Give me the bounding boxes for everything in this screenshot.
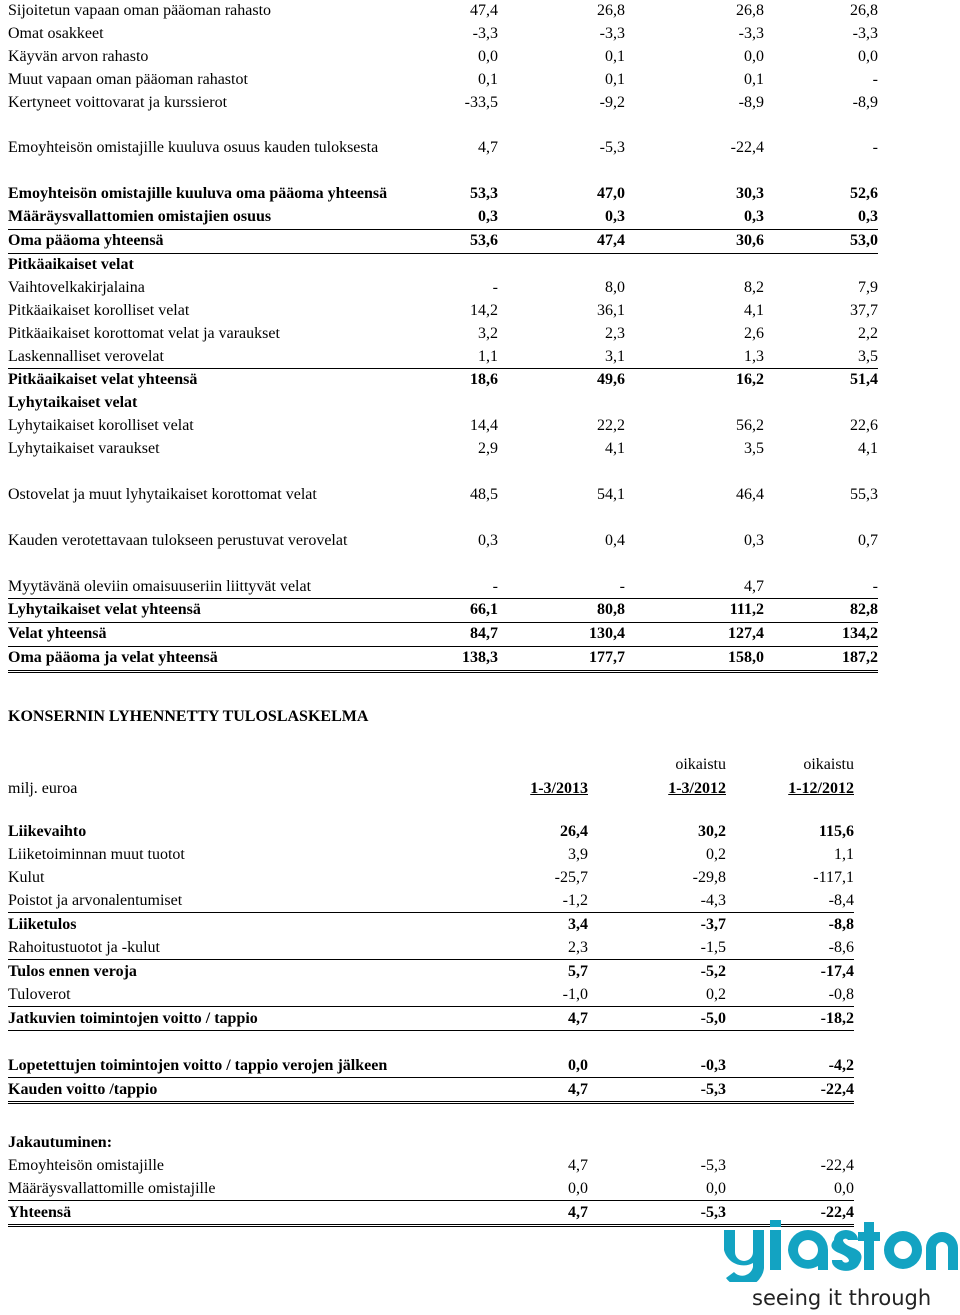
- row-label: Liiketoiminnan muut tuotot: [8, 846, 185, 863]
- row-value: -1,2: [488, 889, 588, 913]
- row-value: 26,8: [736, 2, 764, 19]
- column-note: oikaistu: [803, 755, 854, 773]
- row-value: 26,8: [597, 2, 625, 19]
- distribution-title: Jakautuminen:: [8, 1134, 113, 1151]
- income-statement-table: [8, 752, 854, 1227]
- table-row: [8, 369, 878, 392]
- row-value: 22,2: [597, 417, 625, 435]
- table-row: [8, 115, 878, 161]
- row-value: -3,3: [599, 24, 625, 42]
- row-label: Oma pääoma yhteensä: [8, 230, 446, 254]
- spacer-row: [8, 1103, 854, 1132]
- table-row: [8, 507, 878, 553]
- row-value: -1,5: [588, 936, 726, 960]
- distribution-rows: [8, 1154, 854, 1226]
- table-row: [8, 960, 854, 984]
- table-row: [8, 300, 878, 323]
- row-value: 26,4: [560, 823, 588, 840]
- row-label: Kertyneet voittovarat ja kurssierot: [8, 93, 228, 111]
- row-value: 3,2: [478, 324, 498, 342]
- row-value: -5,0: [588, 1007, 726, 1031]
- row-value: 177,7: [498, 647, 625, 672]
- table-row: [8, 92, 878, 115]
- table-row: [8, 392, 878, 415]
- row-value: -22,4: [820, 1157, 854, 1174]
- row-value: 4,7: [488, 1007, 588, 1031]
- row-value: -18,2: [726, 1007, 854, 1031]
- row-label: Emoyhteisön omistajille kuuluva osuus kauden tuloksesta: [8, 139, 379, 157]
- row-value: 26,8: [850, 2, 878, 19]
- table-row: [8, 461, 878, 507]
- row-label: Vaihtovelkakirjalaina: [8, 278, 145, 296]
- row-label: Lyhytaikaiset velat yhteensä: [8, 599, 446, 623]
- row-value: 7,9: [858, 278, 878, 296]
- row-value: -8,9: [738, 93, 764, 111]
- row-value: 84,7: [446, 623, 498, 647]
- row-value: 52,6: [850, 185, 878, 203]
- row-value: 47,0: [597, 185, 625, 203]
- row-label: Laskennalliset verovelat: [8, 346, 446, 369]
- row-value: 0,7: [858, 531, 878, 549]
- row-label: Lyhytaikaiset varaukset: [8, 440, 160, 458]
- row-value: 47,4: [498, 230, 625, 254]
- row-value: -8,9: [852, 93, 878, 111]
- column-period: 1-12/2012: [788, 779, 854, 797]
- row-label: Emoyhteisön omistajille kuuluva oma pääoma yhteensä: [8, 185, 388, 203]
- row-value: 1,3: [625, 346, 764, 369]
- row-value: 127,4: [625, 623, 764, 647]
- row-value: 54,1: [597, 485, 625, 503]
- balance-sheet-body: [8, 0, 878, 672]
- row-value: 30,3: [736, 185, 764, 203]
- row-label: Jatkuvien toimintojen voitto / tappio: [8, 1007, 488, 1031]
- row-label: Pitkäaikaiset velat: [8, 255, 134, 273]
- row-value: -: [446, 553, 498, 599]
- row-label: Tulos ennen veroja: [8, 963, 137, 980]
- row-value: 3,1: [498, 346, 625, 369]
- row-value: 51,4: [850, 371, 878, 389]
- logo-tagline: seeing it through: [752, 1286, 932, 1310]
- table-row: [8, 415, 878, 438]
- row-label: Lyhytaikaiset velat: [8, 394, 138, 412]
- row-value: 134,2: [764, 623, 878, 647]
- table-row: [8, 913, 854, 937]
- row-label: Pitkäaikaiset velat yhteensä: [8, 371, 198, 389]
- column-period: 1-3/2012: [668, 779, 726, 797]
- row-value: 3,4: [568, 916, 588, 933]
- distribution-title-row: [8, 1131, 854, 1154]
- row-value: 158,0: [625, 647, 764, 672]
- row-value: 0,0: [588, 1177, 726, 1201]
- column-note: [488, 752, 588, 776]
- row-label: Kauden verotettavaan tulokseen perustuvat verovelat: [8, 531, 348, 549]
- row-value: [764, 392, 878, 415]
- table-row: [8, 438, 878, 461]
- row-value: 36,1: [597, 301, 625, 319]
- row-value: 0,3: [744, 531, 764, 549]
- row-value: 4,7: [625, 553, 764, 599]
- row-label: Lopetettujen toimintojen voitto / tappio verojen jälkeen: [8, 1031, 488, 1078]
- table-row: [8, 553, 878, 599]
- table-row: [8, 983, 854, 1007]
- row-value: 2,3: [488, 936, 588, 960]
- row-value: -0,3: [588, 1031, 726, 1078]
- row-label: Ostovelat ja muut lyhytaikaiset korottomat velat: [8, 485, 317, 503]
- table-row: [8, 277, 878, 300]
- row-value: 46,4: [736, 485, 764, 503]
- row-value: 0,3: [625, 206, 764, 229]
- table-row: [8, 1007, 854, 1031]
- row-value: 56,2: [736, 417, 764, 435]
- income-statement-rows: [8, 820, 854, 1103]
- row-value: 55,3: [850, 485, 878, 503]
- row-value: 30,2: [698, 823, 726, 840]
- row-value: 14,4: [470, 417, 498, 435]
- table-row: [8, 346, 878, 369]
- row-value: -: [764, 553, 878, 599]
- table-row: [8, 1177, 854, 1201]
- row-value: [498, 392, 625, 415]
- table-row: [8, 889, 854, 913]
- row-value: -33,5: [464, 93, 498, 111]
- row-value: 2,6: [744, 324, 764, 342]
- table-row: [8, 599, 878, 623]
- row-value: [625, 392, 764, 415]
- column-notes-row: [8, 752, 854, 776]
- logo-wordmark-graphic: [718, 1220, 958, 1282]
- row-value: -4,3: [588, 889, 726, 913]
- row-value: 22,6: [850, 417, 878, 435]
- row-label: Muut vapaan oman pääoman rahastot: [8, 70, 248, 88]
- column-header-row: [8, 776, 854, 800]
- income-statement-body: [8, 752, 854, 820]
- row-label: Kulut: [8, 869, 45, 886]
- row-value: [625, 253, 764, 276]
- row-value: 0,3: [764, 206, 878, 229]
- row-value: -17,4: [820, 963, 854, 980]
- row-value: 0,4: [605, 531, 625, 549]
- row-value: -3,3: [738, 24, 764, 42]
- row-value: [446, 392, 498, 415]
- row-value: [446, 253, 498, 276]
- row-value: 53,3: [470, 185, 498, 203]
- row-label: Lyhytaikaiset korolliset velat: [8, 417, 194, 435]
- row-value: 2,9: [478, 440, 498, 458]
- row-value: 0,0: [488, 1177, 588, 1201]
- table-row: [8, 323, 878, 346]
- row-value: 0,0: [488, 1031, 588, 1078]
- row-label: Kauden voitto /tappio: [8, 1078, 488, 1103]
- row-value: 0,0: [858, 47, 878, 65]
- row-label: Pitkäaikaiset korottomat velat ja varaukset: [8, 324, 280, 342]
- table-row: [8, 23, 878, 46]
- row-value: 48,5: [470, 485, 498, 503]
- row-value: 3,9: [568, 846, 588, 863]
- row-value: 0,1: [605, 70, 625, 88]
- row-value: 3,5: [744, 440, 764, 458]
- row-value: 37,7: [850, 301, 878, 319]
- row-label: Poistot ja arvonalentumiset: [8, 889, 488, 913]
- row-value: 138,3: [446, 647, 498, 672]
- row-value: 0,1: [478, 70, 498, 88]
- row-value: -9,2: [599, 93, 625, 111]
- row-value: -22,4: [726, 1078, 854, 1103]
- row-label: Liikevaihto: [8, 823, 87, 840]
- unit-label: milj. euroa: [8, 779, 78, 797]
- row-value: 187,2: [764, 647, 878, 672]
- row-value: 111,2: [625, 599, 764, 623]
- row-value: 0,3: [478, 531, 498, 549]
- table-row: [8, 1031, 854, 1078]
- row-value: -3,7: [700, 916, 726, 933]
- row-value: 0,0: [478, 47, 498, 65]
- row-value: 16,2: [736, 371, 764, 389]
- column-period: 1-3/2013: [530, 779, 588, 797]
- row-label: Emoyhteisön omistajille: [8, 1157, 164, 1174]
- row-value: -3,3: [852, 24, 878, 42]
- row-value: -1,0: [488, 983, 588, 1007]
- row-value: -5,2: [700, 963, 726, 980]
- row-value: 14,2: [470, 301, 498, 319]
- row-value: 2,2: [858, 324, 878, 342]
- row-value: -22,4: [726, 1201, 854, 1226]
- row-value: [498, 253, 625, 276]
- row-value: 0,1: [744, 70, 764, 88]
- row-label: Määräysvallattomien omistajien osuus: [8, 206, 446, 229]
- table-row: [8, 843, 854, 866]
- row-value: 8,2: [744, 278, 764, 296]
- table-row: [8, 936, 854, 960]
- row-value: 2,3: [605, 324, 625, 342]
- balance-sheet-table: [8, 0, 878, 673]
- row-value: 53,0: [764, 230, 878, 254]
- table-row: [8, 253, 878, 276]
- company-logo: [718, 1220, 958, 1312]
- row-label: Sijoitetun vapaan oman pääoman rahasto: [8, 2, 272, 19]
- row-value: 0,0: [744, 47, 764, 65]
- row-value: 66,1: [446, 599, 498, 623]
- row-value: 82,8: [764, 599, 878, 623]
- distribution-section: [8, 1103, 854, 1155]
- row-label: Käyvän arvon rahasto: [8, 47, 149, 65]
- row-value: -: [872, 70, 878, 88]
- row-value: 1,1: [446, 346, 498, 369]
- table-row: [8, 1154, 854, 1177]
- row-value: 8,0: [605, 278, 625, 296]
- row-value: -0,8: [726, 983, 854, 1007]
- table-row: [8, 0, 878, 23]
- row-value: 4,7: [568, 1157, 588, 1174]
- column-note: oikaistu: [675, 755, 726, 773]
- row-value: -: [492, 278, 498, 296]
- logo-wordmark: [718, 1220, 958, 1292]
- row-value: 4,1: [858, 440, 878, 458]
- row-label: Määräysvallattomille omistajille: [8, 1177, 488, 1201]
- row-value: 115,6: [818, 823, 854, 840]
- spacer-row: [8, 800, 854, 820]
- row-value: 130,4: [498, 623, 625, 647]
- row-value: 0,2: [706, 846, 726, 863]
- row-label: Yhteensä: [8, 1201, 488, 1226]
- row-value: 4,1: [605, 440, 625, 458]
- table-row: [8, 866, 854, 889]
- row-label: Rahoitustuotot ja -kulut: [8, 936, 488, 960]
- row-value: -5,3: [588, 1078, 726, 1103]
- row-value: -117,1: [813, 869, 854, 886]
- row-value: 47,4: [470, 2, 498, 19]
- table-row: [8, 206, 878, 229]
- row-value: 4,1: [744, 301, 764, 319]
- row-value: -8,4: [726, 889, 854, 913]
- row-value: -5,3: [588, 1201, 726, 1226]
- row-value: 5,7: [568, 963, 588, 980]
- table-row: [8, 820, 854, 843]
- row-value: -: [872, 139, 878, 157]
- table-row: [8, 230, 878, 254]
- row-value: -8,8: [828, 916, 854, 933]
- row-value: 0,3: [446, 206, 498, 229]
- row-value: -22,4: [730, 139, 764, 157]
- row-value: -25,7: [554, 869, 588, 886]
- row-value: 4,7: [488, 1078, 588, 1103]
- row-label: Velat yhteensä: [8, 623, 446, 647]
- row-label: Liiketulos: [8, 916, 77, 933]
- row-value: 3,5: [764, 346, 878, 369]
- row-value: -3,3: [472, 24, 498, 42]
- row-value: -5,3: [700, 1157, 726, 1174]
- row-value: -: [498, 553, 625, 599]
- row-label: Pitkäaikaiset korolliset velat: [8, 301, 190, 319]
- row-value: 18,6: [470, 371, 498, 389]
- row-value: 1,1: [834, 846, 854, 863]
- table-row: [8, 623, 878, 647]
- table-row: [8, 46, 878, 69]
- row-value: 4,7: [488, 1201, 588, 1226]
- income-statement-title: KONSERNIN LYHENNETTY TULOSLASKELMA: [8, 708, 369, 725]
- row-value: -8,6: [726, 936, 854, 960]
- row-value: 49,6: [597, 371, 625, 389]
- row-label: Omat osakkeet: [8, 24, 104, 42]
- row-label: Myytävänä oleviin omaisuuseriin liittyvät velat: [8, 553, 446, 599]
- row-value: 0,2: [588, 983, 726, 1007]
- row-value: -5,3: [599, 139, 625, 157]
- row-value: [764, 253, 878, 276]
- row-value: -29,8: [692, 869, 726, 886]
- table-row: [8, 160, 878, 206]
- row-label: Tuloverot: [8, 983, 488, 1007]
- row-value: 80,8: [498, 599, 625, 623]
- row-label: Oma pääoma ja velat yhteensä: [8, 647, 446, 672]
- row-value: 53,6: [446, 230, 498, 254]
- row-value: -4,2: [726, 1031, 854, 1078]
- table-row: [8, 1078, 854, 1103]
- row-value: 4,7: [478, 139, 498, 157]
- row-value: 0,1: [605, 47, 625, 65]
- row-value: 30,6: [625, 230, 764, 254]
- table-row: [8, 69, 878, 92]
- row-value: 0,0: [726, 1177, 854, 1201]
- row-value: 0,3: [498, 206, 625, 229]
- table-row: [8, 647, 878, 672]
